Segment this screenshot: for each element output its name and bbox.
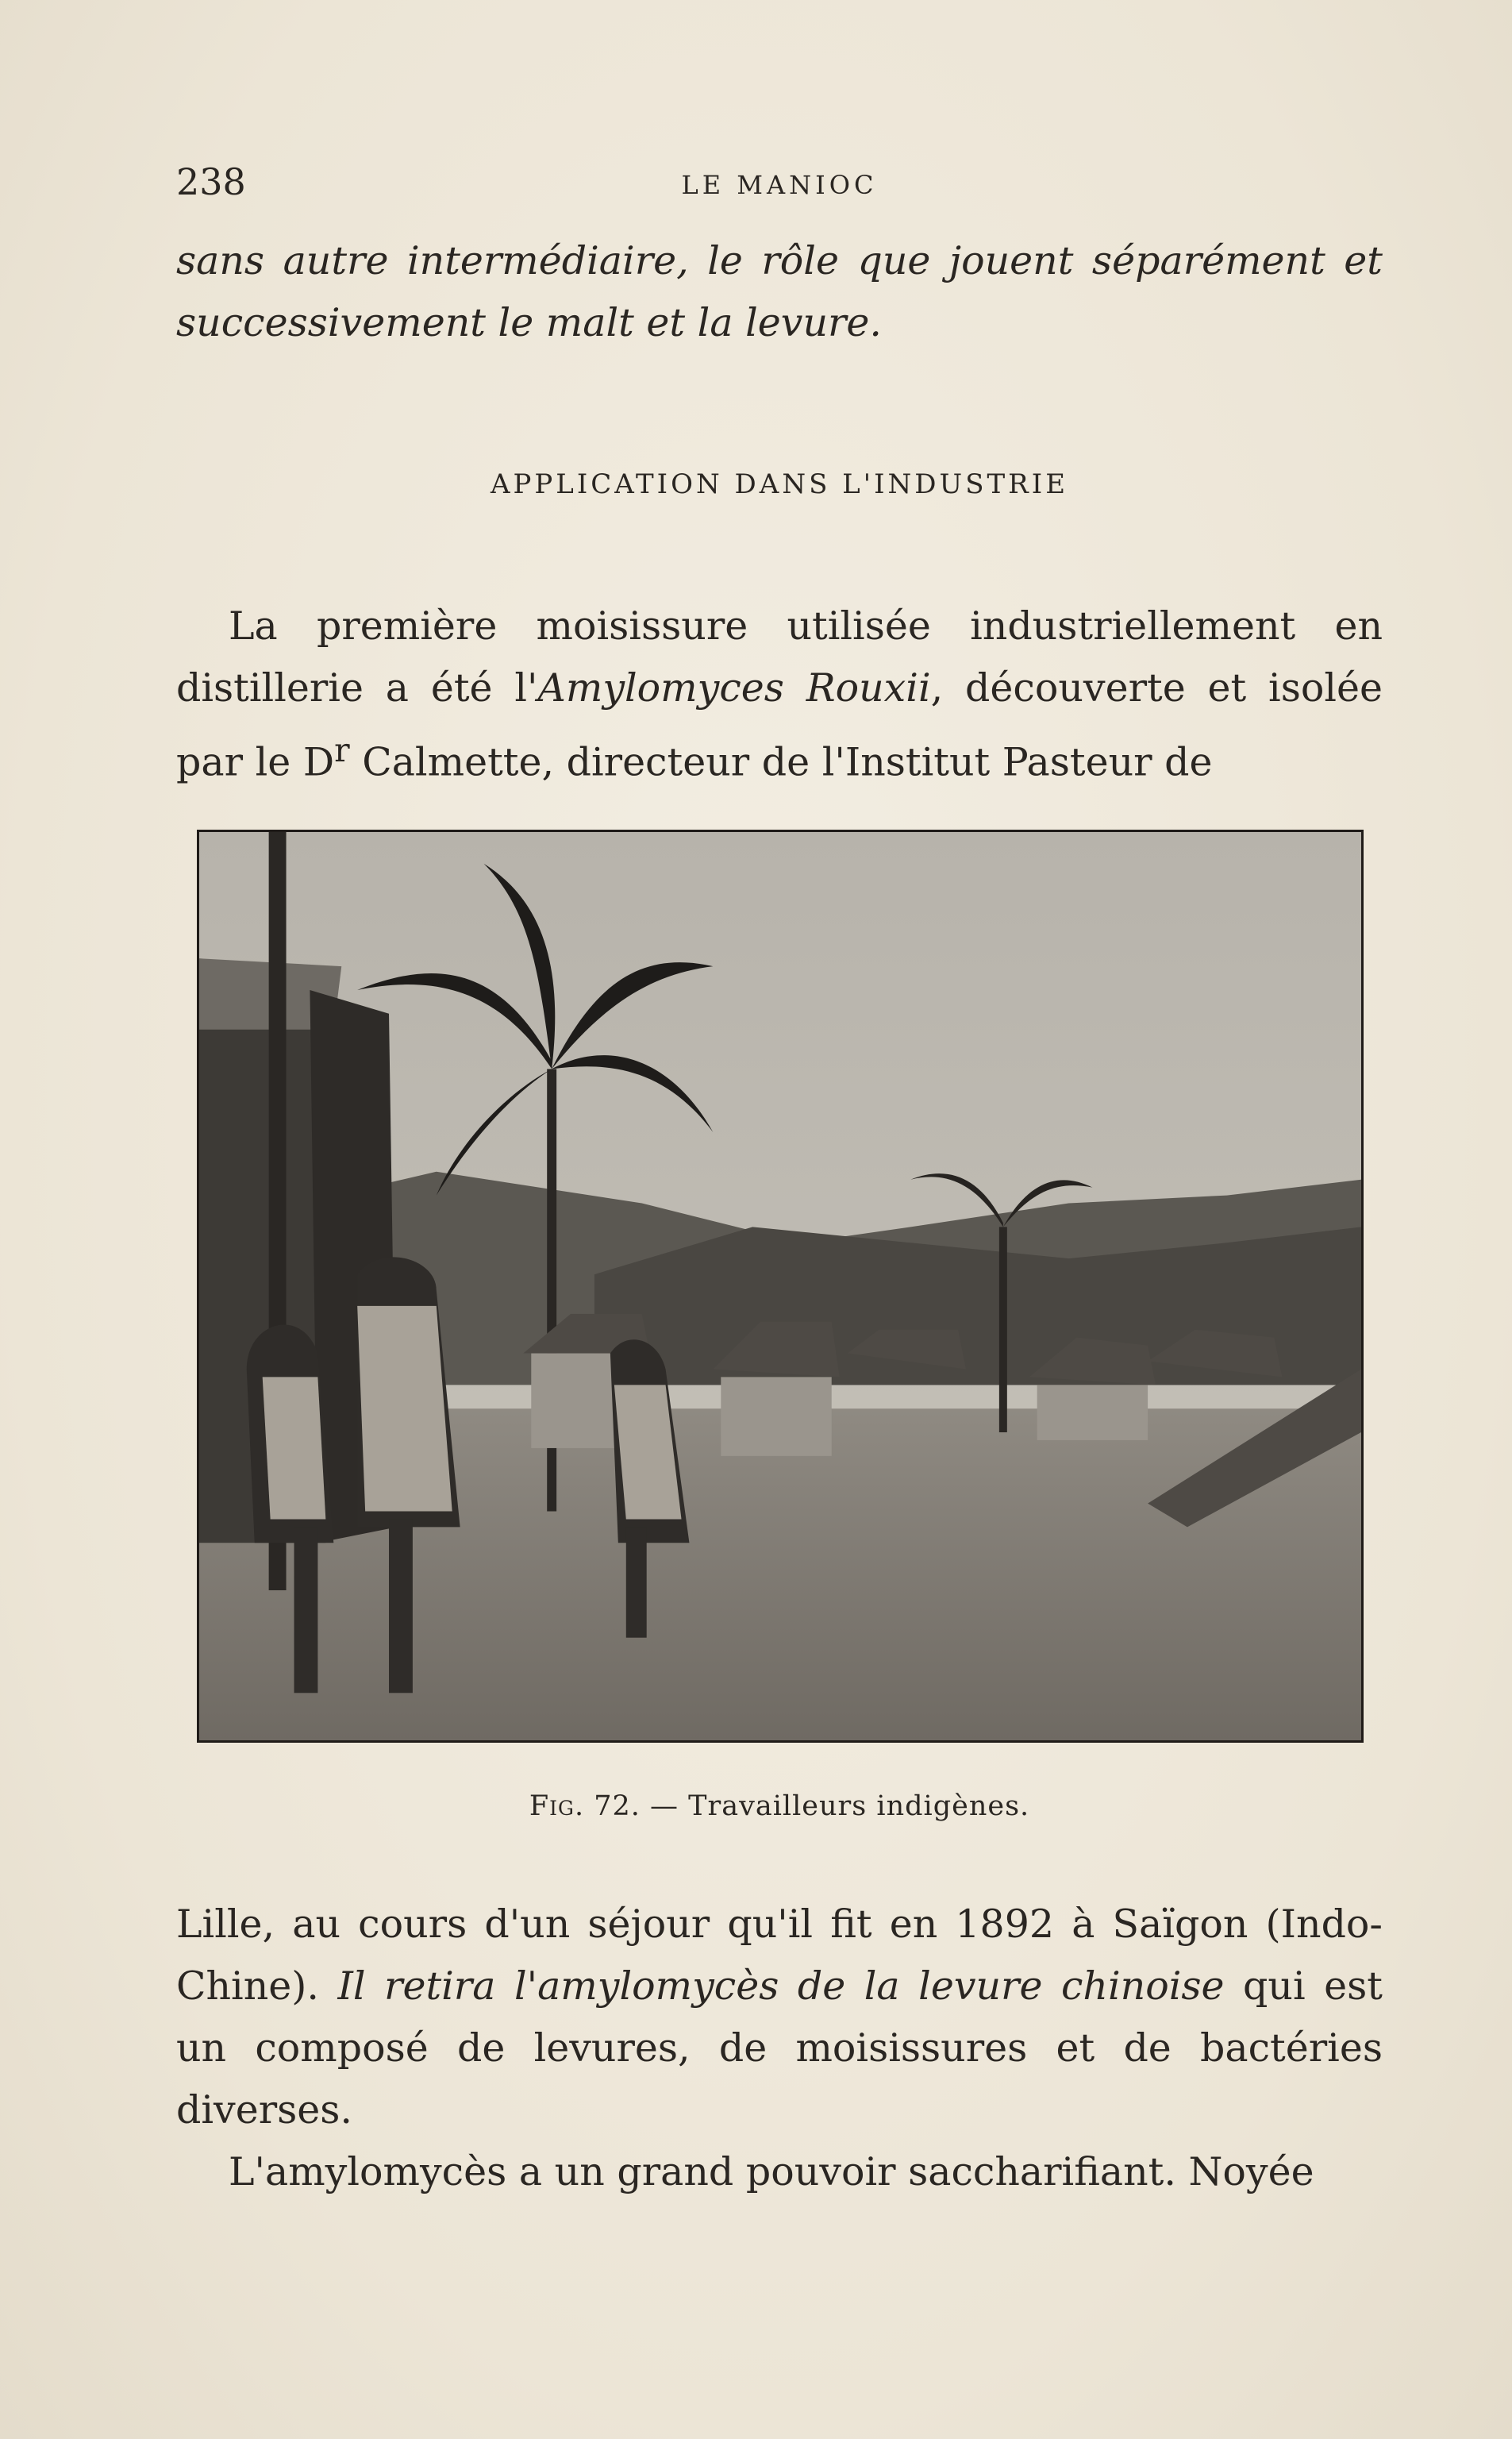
- figure-label: Fig. 72.: [529, 1790, 641, 1822]
- paragraph-1-text: [176, 595, 1383, 793]
- paragraph-2-part2: qui est un composé de levures, de moisissures et de bactéries diverses.: [176, 1963, 1383, 2133]
- paragraph-2-italic: Il retira l'amylomycès de la levure chinoise: [337, 1963, 1225, 2009]
- village-photo: [199, 832, 1361, 1740]
- paragraph-1-part2: , découverte et isolée par le D: [176, 665, 1383, 785]
- figure-photograph: [197, 830, 1364, 1743]
- paragraph-2-part1: Lille, au cours d'un séjour qu'il fit en 1892 à Saïgon (Indo-Chine).: [176, 1901, 1383, 2009]
- figure-caption: [176, 1790, 1383, 1822]
- italic-continuation: [176, 230, 1383, 354]
- caption-dash: —: [640, 1790, 689, 1822]
- paragraph-3-text: L'amylomycès a un grand pouvoir saccharifiant. Noyée: [229, 2149, 1314, 2194]
- page-number: 238: [176, 160, 246, 203]
- paragraph-1-part3: Calmette, directeur de l'Institut Pasteur de: [349, 739, 1213, 785]
- paragraph-1-part1: La première moisissure utilisée industriellement en distillerie a été l': [176, 603, 1383, 711]
- caption-text: Travailleurs indigènes.: [688, 1790, 1030, 1822]
- running-title: LE MANIOC: [681, 170, 878, 200]
- page-header: [176, 160, 1383, 208]
- species-name: Amylomyces Rouxii: [537, 665, 931, 711]
- paragraph-2: [176, 1894, 1383, 2203]
- italic-paragraph: sans autre intermédiaire, le rôle que jouent séparément et successivement le malt et la levure.: [176, 238, 1383, 345]
- paragraph-1: [176, 595, 1383, 793]
- section-heading: APPLICATION DANS L'INDUSTRIE: [490, 468, 1069, 500]
- paragraph-2-text: [176, 1894, 1383, 2141]
- doctor-superscript: r: [334, 731, 350, 769]
